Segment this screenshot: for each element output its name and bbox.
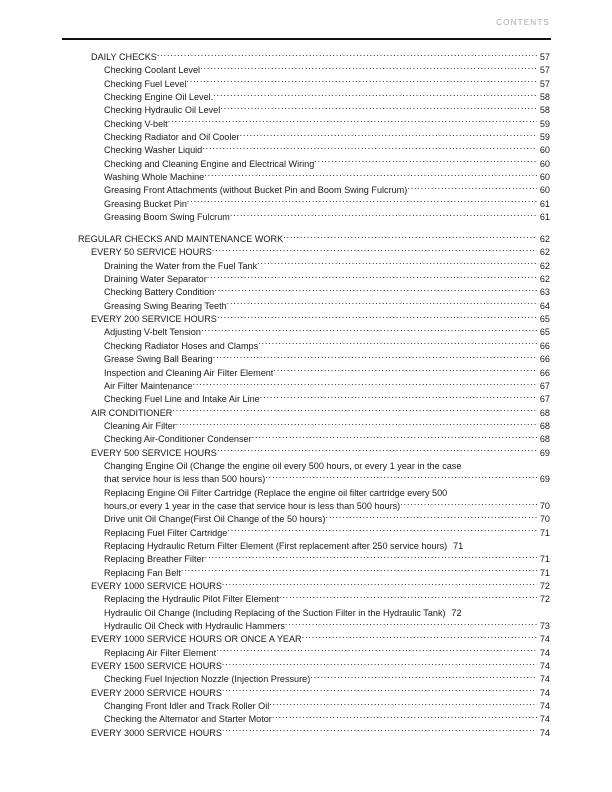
- toc-entry-row: [104, 380, 550, 393]
- toc-entry-row: [91, 580, 550, 593]
- toc-leader-dots: [239, 131, 537, 140]
- toc-entry-label: Adjusting V-belt Tension: [104, 327, 201, 338]
- toc-entry-row: [104, 620, 550, 633]
- toc-page-number: 66: [539, 367, 550, 378]
- toc-entry-row: [104, 273, 550, 286]
- toc-leader-dots: [258, 340, 537, 349]
- toc-entry-row: [104, 700, 550, 713]
- header-title: CONTENTS: [496, 18, 550, 27]
- toc-entry-row: [91, 633, 550, 646]
- toc-page-number: 70: [539, 514, 550, 525]
- toc-page-number: 66: [539, 340, 550, 351]
- toc-entry-row: [104, 340, 550, 353]
- toc-entry-row: [104, 91, 550, 104]
- toc-leader-dots: [222, 580, 537, 589]
- toc-entry[interactable]: [104, 527, 550, 540]
- toc-page-number: 74: [539, 687, 550, 698]
- toc-entry[interactable]: [91, 580, 550, 593]
- toc-entry[interactable]: [104, 326, 550, 339]
- toc-entry[interactable]: [104, 607, 550, 620]
- toc-entry-label: Replacing Hydraulic Return Filter Element (First replacement after 250 service hours): [104, 540, 448, 551]
- toc-entry-row: [91, 727, 550, 740]
- toc-entry-row: [104, 713, 550, 726]
- toc-entry-label: EVERY 200 SERVICE HOURS: [91, 314, 217, 325]
- toc-entry-row: [104, 158, 550, 171]
- toc-page-number: 74: [539, 661, 550, 672]
- toc-page-number: 67: [539, 380, 550, 391]
- toc-entry-row: [104, 513, 550, 526]
- toc-entry-row: [104, 567, 550, 580]
- toc-page-number: 70: [539, 500, 550, 511]
- toc-entry-label: Hydraulic Oil Change (Including Replacing of the Suction Filter in the Hydraulic Tank): [104, 607, 446, 618]
- toc-entry-label: Washing Whole Machine: [104, 172, 205, 183]
- toc-entry-row: [104, 144, 550, 157]
- toc-entry-line: Changing Engine Oil (Change the engine oil every 500 hours, or every 1 year in the case: [104, 460, 462, 471]
- toc-entry[interactable]: [104, 460, 550, 487]
- toc-entry-label: EVERY 2000 SERVICE HOURS: [91, 687, 222, 698]
- toc-entry-label: Checking Fuel Level: [104, 78, 187, 89]
- toc-entry[interactable]: [104, 171, 550, 184]
- toc-entry[interactable]: [104, 340, 550, 353]
- toc-entry-label: Replacing Fuel Filter Cartridge: [104, 527, 228, 538]
- toc-entry-label: Replacing Air Filter Element: [104, 647, 217, 658]
- toc-entry-row: [104, 353, 550, 366]
- toc-leader-dots: [257, 260, 537, 269]
- toc-entry[interactable]: [104, 593, 550, 606]
- toc-page-number: 74: [539, 634, 550, 645]
- toc-entry[interactable]: [104, 184, 550, 197]
- toc-entry-label: EVERY 50 SERVICE HOURS: [91, 247, 212, 258]
- toc-entry-label: Checking and Cleaning Engine and Electrical Wiring: [104, 158, 315, 169]
- toc-entry-label: EVERY 1000 SERVICE HOURS: [91, 581, 222, 591]
- toc-entry-label: that service hour is less than 500 hours): [104, 474, 266, 485]
- toc-entry[interactable]: [104, 273, 550, 286]
- toc-leader-dots: [310, 673, 537, 682]
- toc-entry[interactable]: [104, 78, 550, 91]
- toc-leader-dots: [213, 353, 537, 362]
- toc-entry[interactable]: [104, 367, 550, 380]
- toc-leader-dots: [314, 158, 537, 167]
- toc-entry-label: Draining the Water from the Fuel Tank: [104, 260, 258, 271]
- toc-page-number: 59: [539, 132, 550, 143]
- toc-leader-dots: [227, 527, 537, 536]
- toc-entry[interactable]: [104, 487, 550, 514]
- toc-entry[interactable]: [104, 713, 550, 726]
- toc-entry-label: EVERY 500 SERVICE HOURS: [91, 447, 217, 458]
- toc-entry[interactable]: [78, 233, 550, 246]
- toc-entry[interactable]: [104, 540, 550, 553]
- toc-entry-row: [104, 367, 550, 380]
- toc-entry-row: [104, 78, 550, 91]
- toc-leader-dots: [216, 647, 537, 656]
- toc-entry-label: Checking Fuel Injection Nozzle (Injection Pressure): [104, 674, 311, 685]
- toc-page-number: 57: [539, 78, 550, 89]
- toc-page-number: 73: [539, 621, 550, 632]
- toc-leader-dots: [204, 171, 537, 180]
- toc-entry[interactable]: [104, 211, 550, 224]
- toc-entry-label: Checking the Alternator and Starter Motor: [104, 714, 272, 725]
- toc-leader-dots: [400, 500, 537, 509]
- toc-leader-dots: [222, 660, 537, 669]
- toc-leader-dots: [283, 233, 537, 242]
- toc-entry-label: Cleaning Air Filter: [104, 420, 176, 431]
- toc-entry[interactable]: [104, 260, 550, 273]
- toc-entry-label: Inspection and Cleaning Air Filter Element: [104, 367, 274, 378]
- toc-page-number: 71: [453, 540, 464, 551]
- toc-page-number: 72: [451, 607, 462, 618]
- toc-page-number: 62: [539, 260, 550, 271]
- toc-page-number: 71: [539, 527, 550, 538]
- toc-page-number: 57: [539, 52, 550, 62]
- toc-leader-dots: [222, 687, 537, 696]
- toc-entry[interactable]: [104, 131, 550, 144]
- toc-page-number: 63: [539, 287, 550, 298]
- toc-entry-row: [104, 184, 550, 197]
- toc-entry[interactable]: [104, 104, 550, 117]
- toc-leader-dots: [192, 380, 537, 389]
- toc-leader-dots: [273, 367, 537, 376]
- toc-entry-label: Checking Coolant Level: [104, 65, 201, 76]
- toc-leader-dots: [302, 633, 537, 642]
- toc-entry-label: hours,or every 1 year in the case that service hour is less than 500 hours): [104, 500, 401, 511]
- toc-leader-dots: [407, 184, 537, 193]
- toc-leader-dots: [279, 593, 537, 602]
- toc-entry-row: [104, 593, 550, 606]
- toc-page-number: 72: [539, 594, 550, 605]
- toc-entry-row: [104, 433, 550, 446]
- toc-entry-line: Replacing Engine Oil Filter Cartridge (Replace the engine oil filter cartridge every 500: [104, 487, 448, 498]
- toc-entry-row: [104, 607, 550, 620]
- toc-entry[interactable]: [104, 393, 550, 406]
- toc-entry-label: Replacing Breather Filter: [104, 554, 205, 565]
- toc-leader-dots: [325, 513, 537, 522]
- toc-entry-label: Checking V-belt: [104, 118, 168, 129]
- toc-entry-label: Greasing Bucket Pin: [104, 198, 187, 209]
- toc-leader-dots: [181, 567, 537, 576]
- toc-entry-label: Checking Radiator and Oil Cooler: [104, 132, 240, 143]
- toc-leader-dots: [217, 447, 537, 456]
- toc-entry-row: [91, 660, 550, 673]
- toc-page-number: 59: [539, 118, 550, 129]
- toc-page-number: 62: [539, 247, 550, 258]
- page-header: [62, 18, 550, 40]
- toc-entry-row: [104, 473, 550, 486]
- toc-entry-row: [104, 500, 550, 513]
- toc-leader-dots: [272, 713, 537, 722]
- toc-leader-dots: [222, 727, 537, 736]
- toc-entry-label: EVERY 1000 SERVICE HOURS OR ONCE A YEAR: [91, 634, 302, 645]
- toc-entry[interactable]: [104, 567, 550, 580]
- toc-page-number: 62: [539, 274, 550, 285]
- toc-entry[interactable]: [104, 700, 550, 713]
- toc-entry[interactable]: [104, 300, 550, 313]
- toc-entry[interactable]: [104, 673, 550, 686]
- toc-entry-label: Checking Hydraulic Oil Level: [104, 105, 221, 116]
- toc-entry[interactable]: [104, 158, 550, 171]
- toc-entry-row: [104, 393, 550, 406]
- toc-page-number: 68: [539, 434, 550, 445]
- toc-page-number: 58: [539, 92, 550, 103]
- toc-entry-label: Draining Water Separator: [104, 274, 207, 285]
- toc-leader-dots: [187, 198, 537, 207]
- toc-entry-label: EVERY 3000 SERVICE HOURS: [91, 727, 222, 738]
- toc-page-number: 62: [539, 234, 550, 245]
- toc-entry-row: [104, 300, 550, 313]
- toc-page-number: 60: [539, 158, 550, 169]
- toc-entry-label: Checking Fuel Line and Intake Air Line: [104, 394, 260, 405]
- toc-entry-row: [104, 171, 550, 184]
- toc-page-number: 60: [539, 172, 550, 183]
- toc-entry-label: Checking Battery Condition: [104, 287, 215, 298]
- toc-entry-label: Greasing Boom Swing Fulcrum: [104, 212, 230, 223]
- toc-entry[interactable]: [104, 380, 550, 393]
- toc-leader-dots: [269, 700, 537, 709]
- toc-entry-row: [91, 51, 550, 64]
- toc-leader-dots: [213, 91, 537, 100]
- toc-leader-dots: [168, 118, 537, 127]
- toc-page-number: 68: [539, 407, 550, 418]
- toc-leader-dots: [265, 473, 537, 482]
- toc-page-number: 60: [539, 145, 550, 156]
- toc-leader-dots: [212, 246, 537, 255]
- toc-entry[interactable]: [91, 246, 550, 259]
- toc-page-number: 71: [539, 567, 550, 578]
- toc-leader-dots: [205, 553, 537, 562]
- toc-entry-row: [104, 286, 550, 299]
- toc-page-number: 61: [539, 212, 550, 223]
- toc-page-number: 65: [539, 314, 550, 325]
- toc-entry-label: Air Filter Maintenance: [104, 380, 193, 391]
- toc-leader-dots: [252, 433, 537, 442]
- toc-page-number: 57: [539, 65, 550, 76]
- toc-entry-row: [91, 246, 550, 259]
- toc-entry[interactable]: [104, 286, 550, 299]
- toc-entry-label: Changing Front Idler and Track Roller Oil: [104, 701, 270, 712]
- toc-entry[interactable]: [104, 353, 550, 366]
- toc-page-number: 66: [539, 354, 550, 365]
- toc-entry-label: Checking Radiator Hoses and Clamps: [104, 340, 259, 351]
- toc-entry-label: Replacing the Hydraulic Pilot Filter Element: [104, 594, 279, 605]
- table-of-contents: [0, 51, 612, 740]
- toc-leader-dots: [285, 620, 537, 629]
- toc-leader-dots: [202, 144, 537, 153]
- toc-entry-row: [104, 540, 550, 553]
- toc-leader-dots: [260, 393, 537, 402]
- toc-page-number: 74: [539, 674, 550, 685]
- toc-page-number: 74: [539, 714, 550, 725]
- toc-page-number: 74: [539, 647, 550, 658]
- toc-leader-dots: [172, 407, 537, 416]
- toc-entry-row: [104, 211, 550, 224]
- toc-entry[interactable]: [104, 198, 550, 211]
- toc-entry[interactable]: [91, 51, 550, 64]
- toc-entry-label: Grease Swing Ball Bearing: [104, 354, 213, 365]
- toc-entry-row: [104, 326, 550, 339]
- toc-page-number: 72: [539, 581, 550, 591]
- toc-entry-label: Checking Air-Conditioner Condenser: [104, 434, 252, 445]
- toc-entry[interactable]: [91, 447, 550, 460]
- toc-entry[interactable]: [104, 620, 550, 633]
- toc-entry-label: Drive unit Oil Change(First Oil Change of the 50 hours): [104, 514, 326, 525]
- toc-page-number: 69: [539, 447, 550, 458]
- toc-page-number: 71: [539, 554, 550, 565]
- toc-entry[interactable]: [104, 553, 550, 566]
- toc-page-number: 61: [539, 198, 550, 209]
- toc-leader-dots: [227, 300, 537, 309]
- toc-leader-dots: [176, 420, 537, 429]
- toc-entry-label: Hydraulic Oil Check with Hydraulic Hammers: [104, 621, 285, 632]
- toc-leader-dots: [230, 211, 537, 220]
- toc-leader-dots: [157, 51, 537, 60]
- toc-entry[interactable]: [91, 687, 550, 700]
- toc-entry-label: Checking Washer Liquid: [104, 145, 203, 156]
- toc-entry-label: AIR CONDITIONER: [91, 407, 173, 418]
- toc-entry[interactable]: [104, 118, 550, 131]
- toc-entry-label: Greasing Swing Bearing Teeth: [104, 300, 227, 311]
- toc-leader-dots: [207, 273, 537, 282]
- toc-page-number: 60: [539, 185, 550, 196]
- toc-page-number: 69: [539, 474, 550, 485]
- toc-entry-row: [104, 553, 550, 566]
- toc-entry-row: [104, 118, 550, 131]
- toc-page-number: 67: [539, 394, 550, 405]
- toc-entry[interactable]: [104, 91, 550, 104]
- toc-entry[interactable]: [91, 660, 550, 673]
- toc-entry[interactable]: [91, 727, 550, 740]
- toc-entry-row: [78, 233, 550, 246]
- toc-entry-label: DAILY CHECKS: [91, 52, 157, 62]
- toc-entry-row: [104, 260, 550, 273]
- toc-entry[interactable]: [104, 433, 550, 446]
- toc-entry-row: [104, 131, 550, 144]
- toc-leader-dots: [214, 286, 537, 295]
- toc-entry-label: EVERY 1500 SERVICE HOURS: [91, 661, 222, 672]
- toc-entry-row: [104, 673, 550, 686]
- toc-entry-row: [91, 687, 550, 700]
- toc-entry-row: [91, 447, 550, 460]
- toc-entry[interactable]: [91, 633, 550, 646]
- toc-entry-row: [104, 527, 550, 540]
- toc-entry-label: Replacing Fan Belt: [104, 567, 181, 578]
- toc-leader-dots: [201, 326, 537, 335]
- toc-entry-label: Checking Engine Oil Level.: [104, 92, 214, 103]
- toc-page-number: 58: [539, 105, 550, 116]
- toc-entry[interactable]: [104, 64, 550, 77]
- toc-entry[interactable]: [104, 647, 550, 660]
- toc-page-number: 68: [539, 420, 550, 431]
- toc-page-number: 65: [539, 327, 550, 338]
- toc-entry-row: [104, 647, 550, 660]
- toc-entry-row: [104, 104, 550, 117]
- toc-entry-row: [91, 407, 550, 420]
- toc-entry-row: [91, 313, 550, 326]
- toc-page-number: 64: [539, 300, 550, 311]
- toc-entry[interactable]: [104, 513, 550, 526]
- toc-entry-row: [104, 64, 550, 77]
- toc-page-number: 74: [539, 727, 550, 738]
- toc-leader-dots: [186, 78, 537, 87]
- toc-leader-dots: [220, 104, 537, 113]
- header-divider: [62, 38, 551, 40]
- toc-page-number: 74: [539, 701, 550, 712]
- toc-entry-row: [104, 198, 550, 211]
- toc-leader-dots: [200, 64, 537, 73]
- toc-leader-dots: [217, 313, 537, 322]
- toc-entry[interactable]: [91, 313, 550, 326]
- toc-entry[interactable]: [104, 420, 550, 433]
- toc-entry[interactable]: [104, 144, 550, 157]
- toc-entry-row: [104, 420, 550, 433]
- toc-entry[interactable]: [91, 407, 550, 420]
- toc-entry-label: REGULAR CHECKS AND MAINTENANCE WORK: [78, 234, 284, 245]
- toc-entry-label: Greasing Front Attachments (without Bucket Pin and Boom Swing Fulcrum): [104, 185, 408, 196]
